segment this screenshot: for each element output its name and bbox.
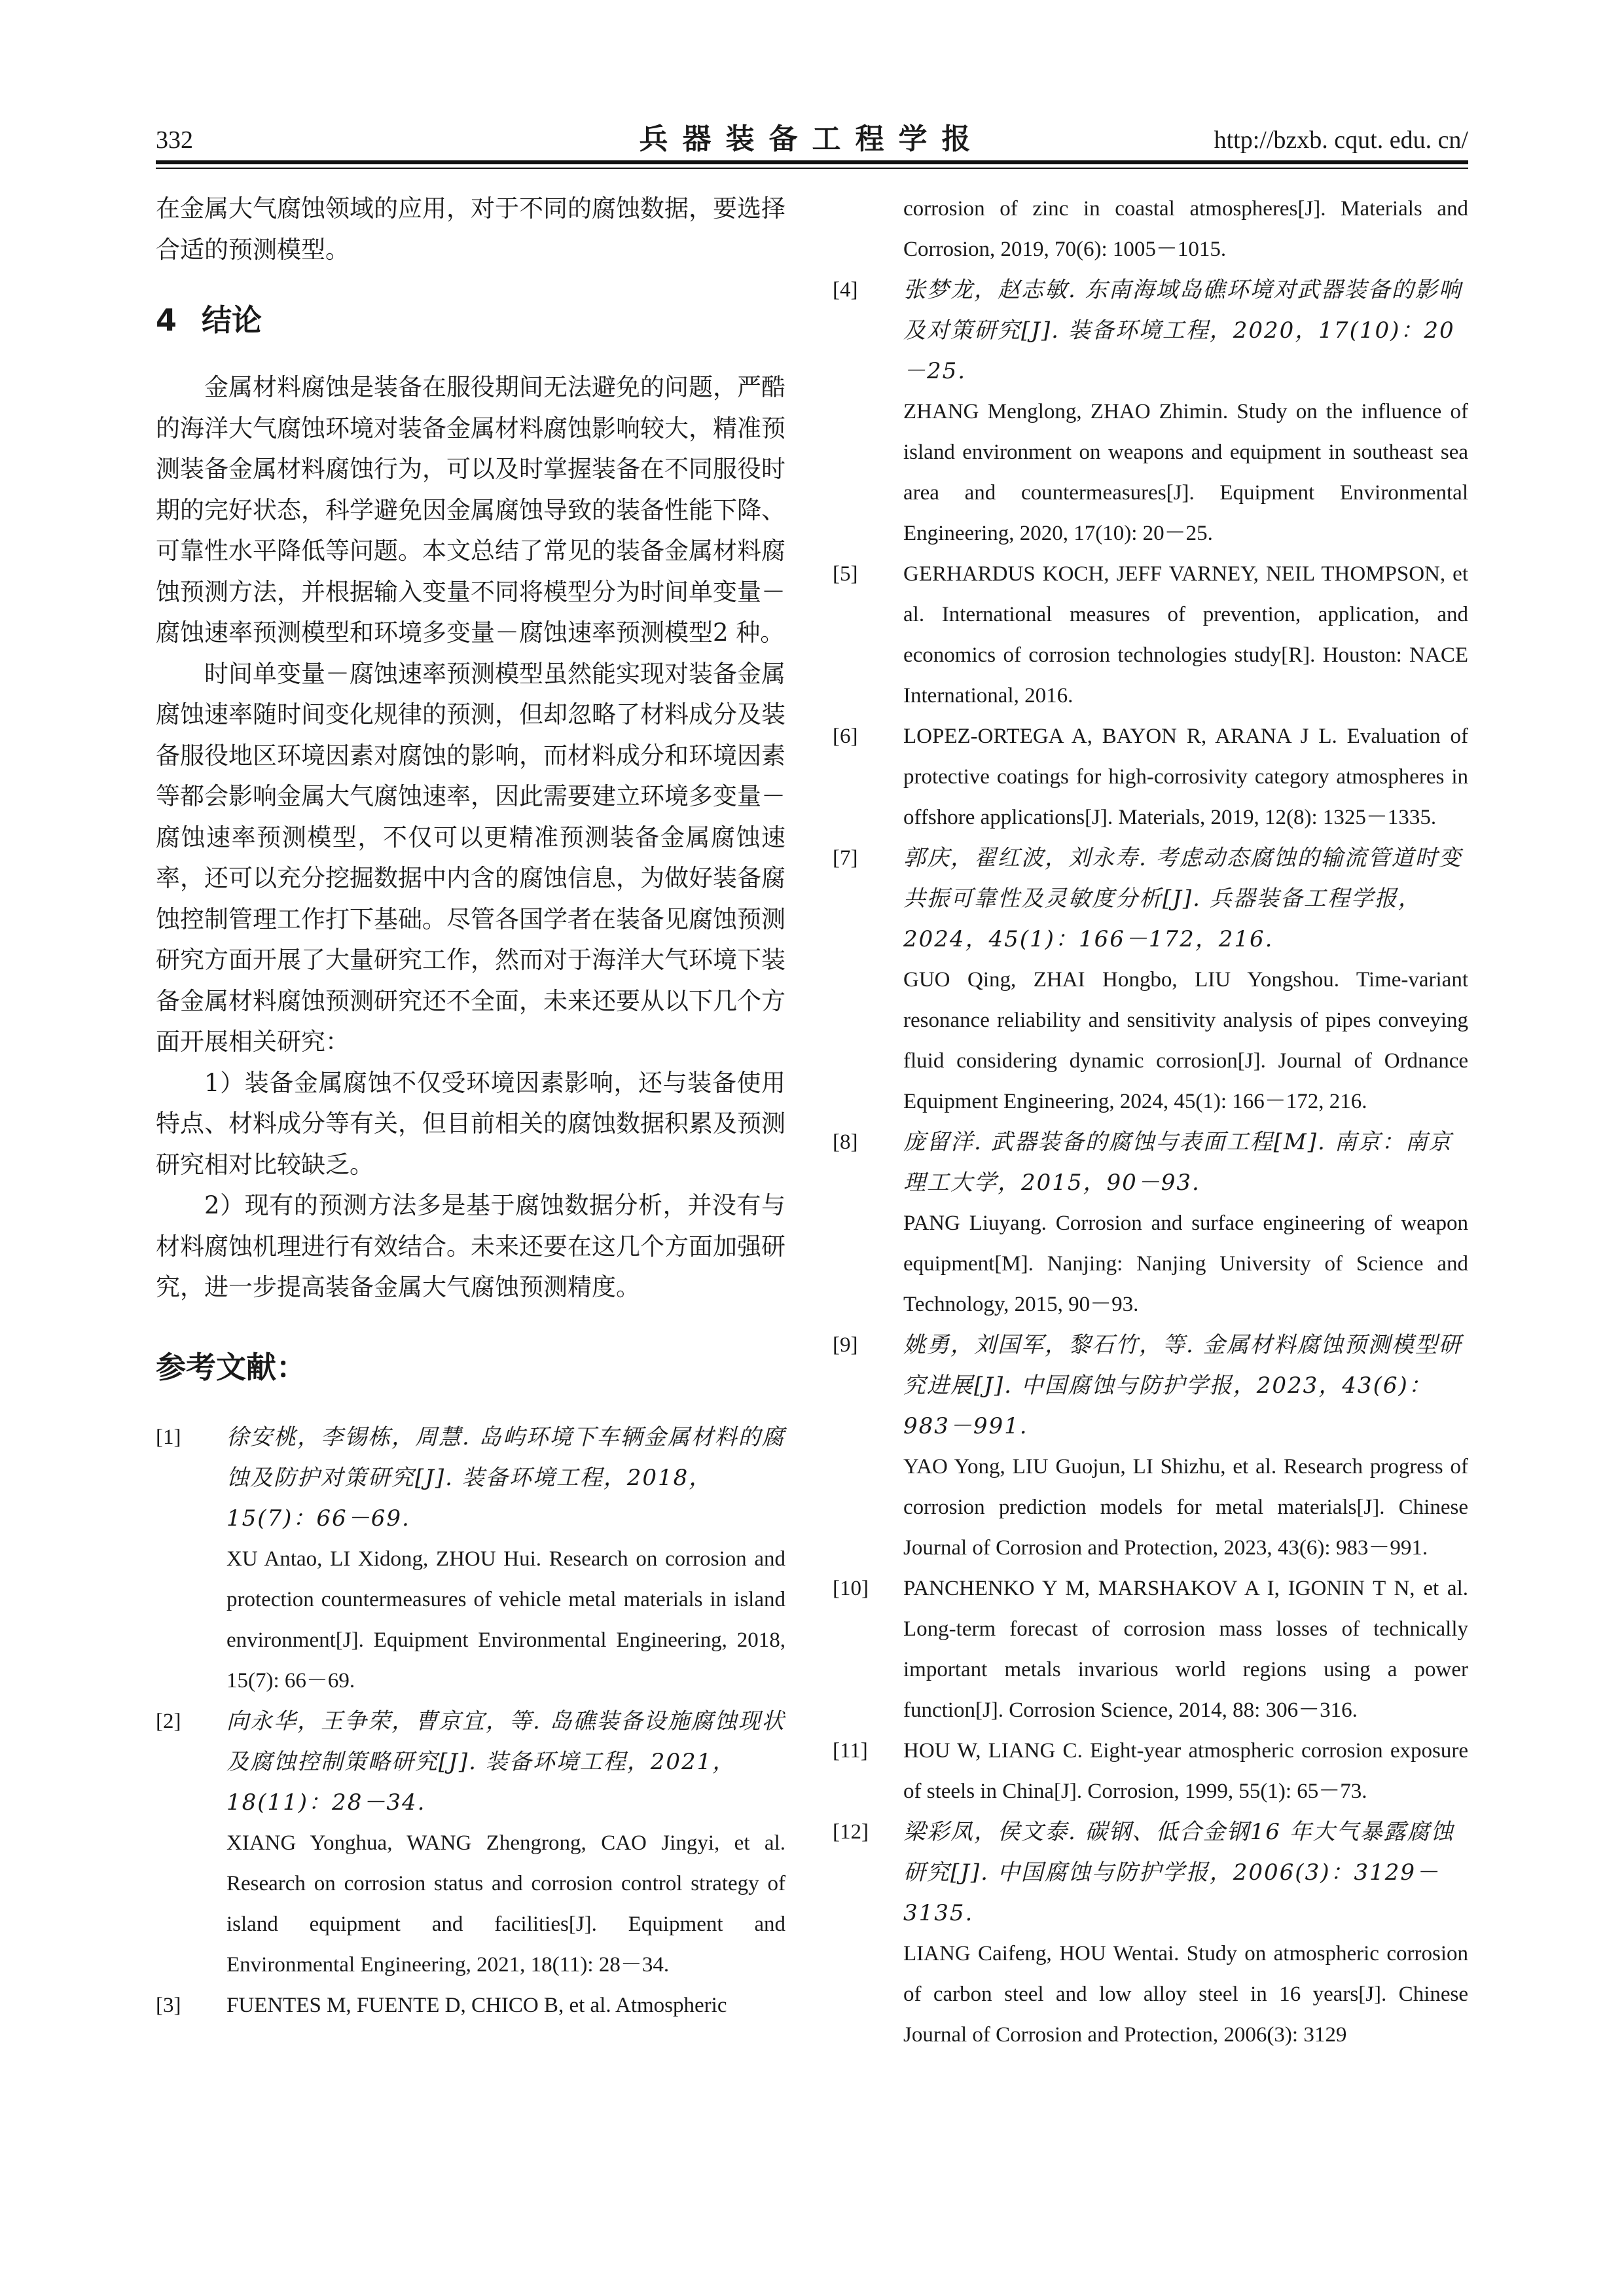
reference-english: FUENTES M, FUENTE D, CHICO B, et al. Atmospheric <box>226 1993 727 2017</box>
reference-item <box>156 1417 785 1701</box>
reference-english: HOU W, LIANG C. Eight-year atmospheric corrosion exposure of steels in China[J]. Corrosion, 1999, 55(1): 65－73. <box>903 1739 1468 1803</box>
reference-item <box>833 1325 1468 1568</box>
conclusion-paragraph-2: 时间单变量－腐蚀速率预测模型虽然能实现对装备金属腐蚀速率随时间变化规律的预测，但却忽略了材料成分及装备服役地区环境因素对腐蚀的影响，而材料成分和环境因素等都会影响金属大气腐蚀速率，因此需要建立环境多变量－腐蚀速率预测模型，不仅可以更精准预测装备金属腐蚀速率，还可以充分挖掘数据中内含的腐蚀信息，为做好装备腐蚀控制管理工作打下基础。尽管各国学者在装备见腐蚀预测研究方面开展了大量研究工作，然而对于海洋大气环境下装备金属材料腐蚀预测研究还不全面，未来还要从以下几个方面开展相关研究： <box>156 659 785 1056</box>
reference-item <box>156 1985 785 2026</box>
conclusion-paragraph-3: 1）装备金属腐蚀不仅受环境因素影响，还与装备使用特点、材料成分等有关，但目前相关的腐蚀数据积累及预测研究相对比较缺乏。 <box>156 1068 785 1179</box>
reference-chinese: 庞留洋. 武器装备的腐蚀与表面工程[M]. 南京：南京理工大学，2015，90－93. <box>903 1129 1453 1196</box>
reference-item <box>833 716 1468 838</box>
reference-number: [4] <box>833 278 858 302</box>
reference-item <box>833 554 1468 716</box>
header-rule-thin <box>156 168 1468 169</box>
right-column <box>833 188 1468 2055</box>
reference-item <box>833 838 1468 1122</box>
reference-item <box>833 1122 1468 1325</box>
reference-chinese: 梁彩凤，侯文泰. 碳钢、低合金钢16 年大气暴露腐蚀研究[J]. 中国腐蚀与防护学报，2006(3)：3129－3135. <box>903 1819 1454 1926</box>
reference-number: [3] <box>156 1993 181 2017</box>
reference-number: [12] <box>833 1820 869 1844</box>
header-rule-thick <box>156 160 1468 164</box>
reference-english: GUO Qing, ZHAI Hongbo, LIU Yongshou. Time-variant resonance reliability and sensitivity analysis of pipes conveying fluid considering dynamic corrosion[J]. Journal of Ordnance Equipment Engineering, 2024, 45(1): 166－172, 216. <box>903 968 1468 1113</box>
reference-english: GERHARDUS KOCH, JEFF VARNEY, NEIL THOMPSON, et al. International measures of prevention, application, and economics of corrosion technologies study[R]. Houston: NACE International, 2016. <box>903 562 1468 708</box>
references-heading: 参考文献： <box>156 1349 306 1385</box>
reference-english: PANCHENKO Y M, MARSHAKOV A I, IGONIN T N, et al. Long-term forecast of corrosion mass losses of technically important metals invarious world regions using a power function[J]. Corrosion Science, 2014, 88: 306－316. <box>903 1577 1468 1722</box>
reference-item <box>833 1568 1468 1731</box>
reference-item <box>833 1731 1468 1812</box>
reference-english: LIANG Caifeng, HOU Wentai. Study on atmospheric corrosion of carbon steel and low alloy steel in 16 years[J]. Chinese Journal of Corrosion and Protection, 2006(3): 3129 <box>903 1942 1468 2047</box>
reference-number: [5] <box>833 562 858 586</box>
reference-chinese: 郭庆，翟红波，刘永寿. 考虑动态腐蚀的输流管道时变共振可靠性及灵敏度分析[J]. 兵器装备工程学报，2024，45(1)：166－172，216. <box>903 845 1462 952</box>
reference-english: XIANG Yonghua, WANG Zhengrong, CAO Jingyi, et al. Research on corrosion status and corrosion control strategy of island equipment and facilities[J]. Equipment and Environmental Engineering, 2021, 18(11): 28－34. <box>226 1831 785 1977</box>
reference-number: [8] <box>833 1130 858 1154</box>
reference-english: PANG Liuyang. Corrosion and surface engineering of weapon equipment[M]. Nanjing: Nanjing University of Science and Technology, 2015, 90－93. <box>903 1211 1468 1316</box>
reference-chinese: 徐安桃，李锡栋，周慧. 岛屿环境下车辆金属材料的腐蚀及防护对策研究[J]. 装备环境工程，2018，15(7)：66－69. <box>226 1424 785 1532</box>
reference-english: YAO Yong, LIU Guojun, LI Shizhu, et al. Research progress of corrosion prediction models for metal materials[J]. Chinese Journal of Corrosion and Protection, 2023, 43(6): 983－991. <box>903 1455 1468 1560</box>
reference-item <box>156 1701 785 1985</box>
reference-number: [10] <box>833 1577 869 1600</box>
page-header <box>156 124 1468 164</box>
reference-number: [2] <box>156 1709 181 1733</box>
reference-number: [6] <box>833 725 858 748</box>
section-heading-conclusion <box>156 300 785 340</box>
reference-chinese: 张梦龙，赵志敏. 东南海域岛礁环境对武器装备的影响及对策研究[J]. 装备环境工程，2020，17(10)：20－25. <box>903 277 1462 384</box>
conclusion-paragraph-4: 2）现有的预测方法多是基于腐蚀数据分析，并没有与材料腐蚀机理进行有效结合。未来还要在这几个方面加强研究，进一步提高装备金属大气腐蚀预测精度。 <box>156 1191 785 1301</box>
continued-paragraph: 在金属大气腐蚀领域的应用，对于不同的腐蚀数据，要选择合适的预测模型。 <box>156 194 785 264</box>
journal-url[interactable]: http://bzxb. cqut. edu. cn/ <box>1214 126 1468 154</box>
journal-title: 兵器装备工程学报 <box>639 122 985 156</box>
reference-english: XU Antao, LI Xidong, ZHOU Hui. Research on corrosion and protection countermeasures of vehicle metal materials in island environment[J]. Equipment Environmental Engineering, 2018, 15(7): 66－69. <box>226 1547 785 1693</box>
reference-item <box>833 270 1468 554</box>
conclusion-paragraph-1: 金属材料腐蚀是装备在服役期间无法避免的问题，严酷的海洋大气腐蚀环境对装备金属材料腐蚀影响较大，精准预测装备金属材料腐蚀行为，可以及时掌握装备在不同服役时期的完好状态，科学避免因金属腐蚀导致的装备性能下降、可靠性水平降低等问题。本文总结了常见的装备金属材料腐蚀预测方法，并根据输入变量不同将模型分为时间单变量－腐蚀速率预测模型和环境多变量－腐蚀速率预测模型2 种。 <box>156 373 785 647</box>
reference-number: [1] <box>156 1425 181 1449</box>
reference-english: LOPEZ-ORTEGA A, BAYON R, ARANA J L. Evaluation of protective coatings for high-corrosivity category atmospheres in offshore applications[J]. Materials, 2019, 12(8): 1325－1335. <box>903 725 1468 829</box>
reference-english: corrosion of zinc in coastal atmospheres[J]. Materials and Corrosion, 2019, 70(6): 1005－1015. <box>903 197 1468 261</box>
reference-number: [7] <box>833 846 858 870</box>
page-number: 332 <box>156 126 193 154</box>
reference-chinese: 姚勇，刘国军，黎石竹，等. 金属材料腐蚀预测模型研究进展[J]. 中国腐蚀与防护学报，2023，43(6)：983－991. <box>903 1332 1462 1439</box>
reference-item <box>833 1812 1468 2055</box>
left-column <box>156 188 785 2026</box>
reference-number: [11] <box>833 1739 868 1763</box>
reference-continuation <box>833 188 1468 270</box>
reference-english: ZHANG Menglong, ZHAO Zhimin. Study on the influence of island environment on weapons and equipment in southeast sea area and countermeasures[J]. Equipment Environmental Engineering, 2020, 17(10): 20－25. <box>903 400 1468 545</box>
reference-chinese: 向永华，王争荣，曹京宜，等. 岛礁装备设施腐蚀现状及腐蚀控制策略研究[J]. 装备环境工程，2021，18(11)：28－34. <box>226 1708 785 1816</box>
section-title: 结论 <box>202 302 262 338</box>
reference-number: [9] <box>833 1333 858 1357</box>
section-number: 4 <box>156 302 177 338</box>
